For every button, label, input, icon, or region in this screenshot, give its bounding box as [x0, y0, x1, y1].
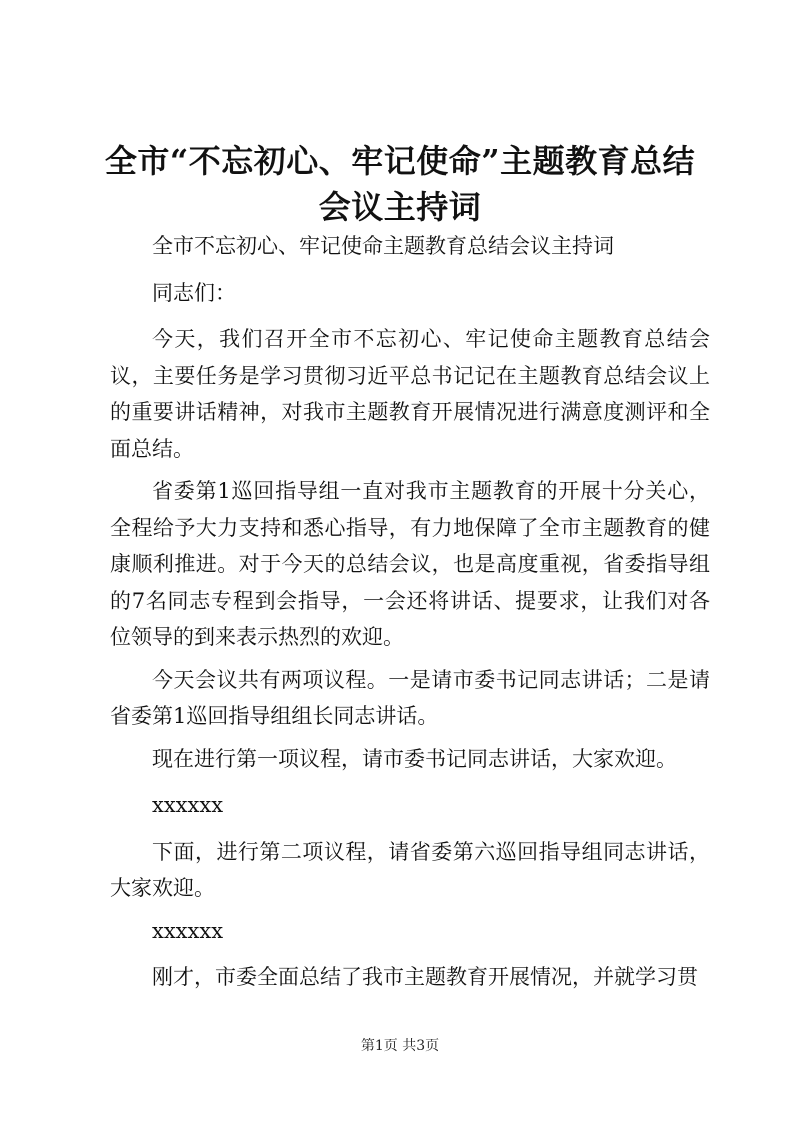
paragraph-salutation: 同志们：: [152, 280, 236, 305]
paragraph-opening: 今天，我们召开全市不忘初心、牢记使命主题教育总结会议，主要任务是学习贯彻习近平总书记记在主题教育总结会议上的重要讲话精神，对我市主题教育开展情况进行满意度测评和全面总结。: [110, 327, 710, 461]
paragraph-agenda: 今天会议共有两项议程。一是请市委书记同志讲话；二是请省委第1巡回指导组组长同志讲话。: [110, 667, 710, 728]
paragraph-subtitle: 全市不忘初心、牢记使命主题教育总结会议主持词: [152, 234, 614, 258]
page-number-footer: 第1页 共3页: [360, 1038, 440, 1054]
paragraph-guidance-group: 省委第1巡回指导组一直对我市主题教育的开展十分关心，全程给予大力支持和悉心指导，有力地保障了全市主题教育的健康顺利推进。对于今天的总结会议，也是高度重视，省委指导组的7名同志专程到会指导，一会还将讲话、提要求，让我们对各位领导的到来表示热烈的欢迎。: [110, 479, 710, 649]
document-body: [110, 228, 710, 1006]
paragraph-placeholder-1: xxxxxx: [152, 793, 224, 817]
paragraph-second-item: 下面，进行第二项议程，请省委第六巡回指导组同志讲话，大家欢迎。: [110, 839, 710, 900]
paragraph-placeholder-2: xxxxxx: [152, 918, 224, 943]
paragraph-closing-start: 刚才，市委全面总结了我市主题教育开展情况，并就学习贯: [152, 965, 698, 989]
paragraph-first-item: 现在进行第一项议程，请市委书记同志讲话，大家欢迎。: [152, 746, 677, 771]
document-title: 全市“不忘初心、牢记使命”主题教育总结会议主持词: [104, 142, 696, 226]
